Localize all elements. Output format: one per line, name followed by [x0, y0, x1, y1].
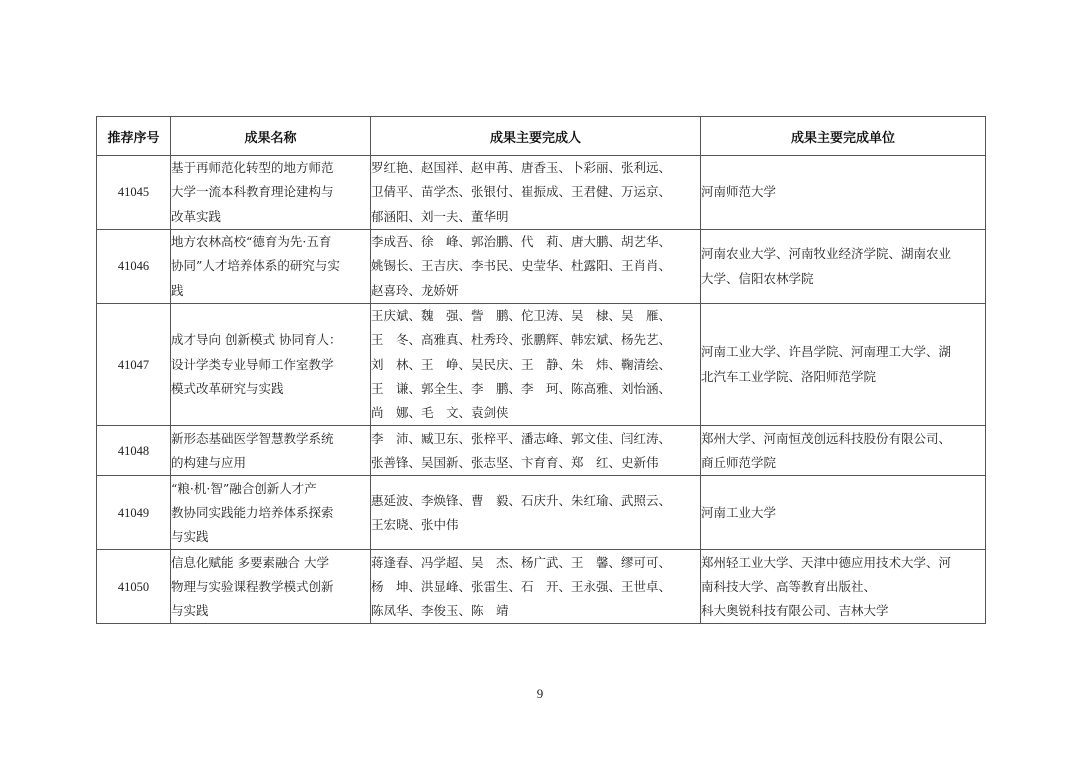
cell-no: 41047	[97, 304, 171, 426]
cell-name-line: 协同”人才培养体系的研究与实	[171, 258, 340, 274]
cell-people-line: 张善锋、吴国新、张志坚、卞育育、郑 红、史新伟	[371, 454, 659, 470]
cell-no: 41049	[97, 476, 171, 550]
cell-name-line: 新形态基础医学智慧教学系统	[171, 430, 334, 446]
cell-people-line: 蒋逢春、冯学超、吴 杰、杨广武、王 馨、缪可可、	[371, 554, 672, 570]
cell-units-line: 商丘师范学院	[701, 454, 777, 470]
cell-people-line: 刘 林、王 峥、吴民庆、王 静、朱 炜、鞠清绘、	[371, 356, 672, 372]
table-row	[97, 304, 986, 426]
cell-people-line: 杨 坤、洪显峰、张雷生、石 开、王永强、王世卓、	[371, 578, 672, 594]
cell-units-line: 南科技大学、高等教育出版社、	[701, 578, 877, 594]
cell-people-line: 尚 娜、毛 文、袁剑侠	[371, 405, 509, 421]
page-number: 9	[536, 686, 544, 701]
cell-name	[171, 230, 371, 304]
table-row	[97, 230, 986, 304]
cell-name-line: 与实践	[171, 603, 209, 619]
cell-name-line: 信息化赋能 多要素融合 大学	[171, 554, 329, 570]
cell-name	[171, 476, 371, 550]
cell-name	[171, 550, 371, 624]
cell-name-line: 与实践	[171, 529, 209, 545]
cell-people	[371, 476, 701, 550]
cell-units-line: 北汽车工业学院、洛阳师范学院	[701, 368, 877, 384]
cell-people	[371, 426, 701, 476]
cell-people-line: 李 沛、臧卫东、张梓平、潘志峰、郭文佳、闫红涛、	[371, 430, 672, 446]
cell-name-line: 的构建与应用	[171, 454, 247, 470]
cell-people	[371, 304, 701, 426]
cell-units	[701, 156, 986, 230]
cell-people-line: 姚锡长、王吉庆、李书民、史莹华、杜露阳、王肖肖、	[371, 258, 672, 274]
cell-units	[701, 230, 986, 304]
table-header-row	[97, 117, 986, 156]
cell-units-line: 郑州轻工业大学、天津中德应用技术大学、河	[701, 554, 952, 570]
cell-people-line: 惠延波、李焕锋、曹 毅、石庆升、朱红瑜、武照云、	[371, 492, 672, 508]
cell-people-line: 赵喜玲、龙娇妍	[371, 282, 459, 298]
table-row	[97, 476, 986, 550]
cell-name	[171, 156, 371, 230]
cell-people-line: 王庆斌、魏 强、訾 鹏、佗卫涛、吴 棣、吴 雁、	[371, 308, 672, 323]
cell-name-line: 模式改革研究与实践	[171, 380, 284, 396]
cell-name-line: 践	[171, 282, 184, 298]
cell-name-line: 改革实践	[171, 208, 222, 224]
cell-name-line: 教协同实践能力培养体系探索	[171, 504, 334, 520]
cell-name-line: “粮·机·智”融合创新人才产	[171, 480, 317, 496]
cell-name-line: 物理与实验课程教学模式创新	[171, 578, 334, 594]
cell-units-line: 科大奥锐科技有限公司、吉林大学	[701, 603, 889, 619]
cell-name-line: 基于再师范化转型的地方师范	[171, 160, 334, 176]
cell-people-line: 李成吾、徐 峰、郭治鹏、代 莉、唐大鹏、胡艺华、	[371, 234, 672, 250]
cell-units	[701, 426, 986, 476]
cell-people-line: 王宏晓、张中伟	[371, 516, 459, 532]
cell-people-line: 郁涵阳、刘一夫、董华明	[371, 208, 509, 224]
cell-people-line: 王 谦、郭全生、李 鹏、李 珂、陈高雅、刘怡涵、	[371, 380, 672, 396]
cell-units	[701, 304, 986, 426]
cell-people	[371, 230, 701, 304]
cell-units-line: 河南工业大学、许昌学院、河南理工大学、湖	[701, 344, 952, 360]
table-row	[97, 426, 986, 476]
cell-name	[171, 304, 371, 426]
cell-people	[371, 156, 701, 230]
cell-units	[701, 550, 986, 624]
cell-people	[371, 550, 701, 624]
header-name: 成果名称	[171, 117, 371, 156]
cell-units-line: 河南工业大学	[701, 504, 777, 520]
cell-name-line: 大学一流本科教育理论建构与	[171, 184, 334, 200]
table-row	[97, 156, 986, 230]
cell-no: 41048	[97, 426, 171, 476]
cell-name-line: 成才导向 创新模式 协同育人：	[171, 332, 342, 348]
header-units: 成果主要完成单位	[701, 117, 986, 156]
cell-people-line: 卫倩平、苗学杰、张银付、崔振成、王君健、万运京、	[371, 184, 672, 200]
table-row	[97, 550, 986, 624]
cell-units-line: 大学、信阳农林学院	[701, 270, 814, 286]
cell-people-line: 王 冬、高雅真、杜秀玲、张鹏辉、韩宏斌、杨先艺、	[371, 332, 672, 348]
cell-no: 41050	[97, 550, 171, 624]
cell-name-line: 设计学类专业导师工作室教学	[171, 356, 334, 372]
header-no: 推荐序号	[97, 117, 171, 156]
cell-units-line: 郑州大学、河南恒茂创远科技股份有限公司、	[701, 430, 952, 446]
cell-name-line: 地方农林高校“德育为先·五育	[171, 234, 332, 250]
cell-units-line: 河南师范大学	[701, 184, 777, 200]
table-body	[97, 156, 986, 624]
cell-no: 41045	[97, 156, 171, 230]
cell-units	[701, 476, 986, 550]
cell-name	[171, 426, 371, 476]
cell-no: 41046	[97, 230, 171, 304]
header-people: 成果主要完成人	[371, 117, 701, 156]
cell-units-line: 河南农业大学、河南牧业经济学院、湖南农业	[701, 246, 952, 262]
award-table	[96, 116, 986, 624]
cell-people-line: 罗红艳、赵国祥、赵申苒、唐香玉、卜彩丽、张利远、	[371, 160, 672, 176]
cell-people-line: 陈凤华、李俊玉、陈 靖	[371, 603, 509, 619]
